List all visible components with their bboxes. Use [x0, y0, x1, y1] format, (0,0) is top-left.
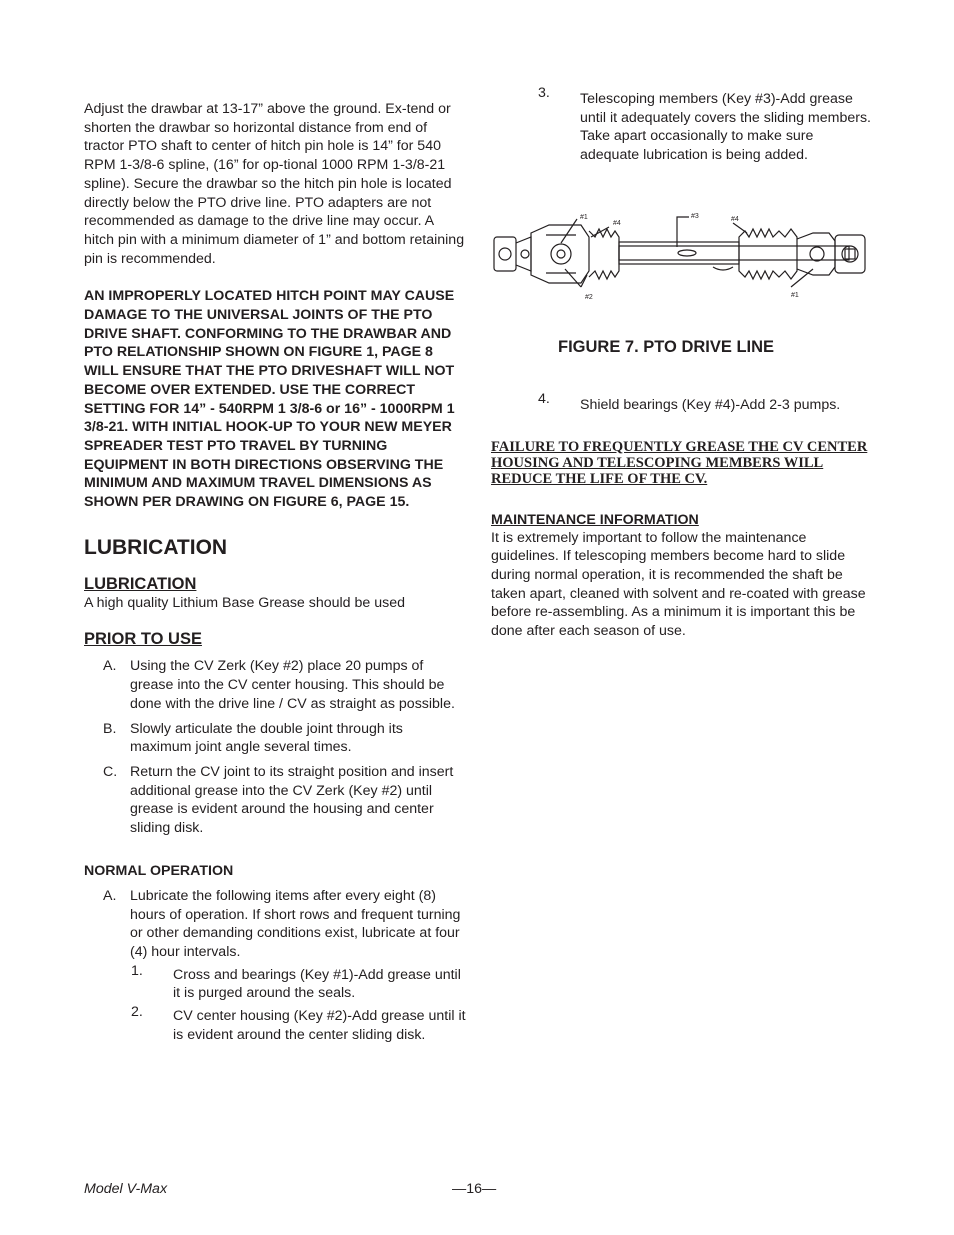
list-marker: 3.: [538, 85, 550, 101]
page-number: —16—: [452, 1181, 497, 1197]
key-label: #4: [731, 215, 739, 223]
list-marker: 2.: [131, 1004, 143, 1021]
subtitle-lubrication: LUBRICATION: [84, 574, 197, 593]
list-item: [84, 1004, 466, 1044]
key-label: #3: [691, 212, 699, 220]
list-item: [84, 763, 466, 838]
pto-drive-line-drawing: [491, 207, 876, 307]
maintenance-text: It is extremely important to follow the maintenance guidelines. If telescoping members become hard to slide during normal operation, it is recommended the shaft be taken apart, cleaned with solvent and re-coated with grease before re-assembling. As a minimum it is important this be done after each season of use.: [491, 529, 866, 640]
list-marker: A.: [103, 658, 117, 675]
list-item-text: Return the CV joint to its straight position and insert additional grease into the CV Zerk (Key #2) until grease is evident around the housing and center sliding disk.: [130, 763, 454, 837]
list-item: [84, 720, 466, 757]
list-item: [491, 86, 876, 165]
drawbar-instructions: Adjust the drawbar at 13-17” above the ground. Ex-tend or shorten the drawbar so horizontal distance from end of tractor PTO shaft to center of hitch pin hole is 14” for 540 RPM 1-3/8-6 spline, (16” for op-tional 1000 RPM 1-3/8-21 spline). Secure the drawbar so the hitch pin hole is located directly below the PTO drive line. PTO adapters are not recommended as damage to the drive line may occur. A hitch pin with a minimum diameter of 1” and bottom retaining pin is recommended.: [84, 101, 465, 267]
subtitle-prior-to-use: PRIOR TO USE: [84, 630, 202, 649]
list-item-text: Cross and bearings (Key #1)-Add grease until it is purged around the seals.: [173, 966, 461, 1002]
list-marker: A.: [103, 887, 117, 904]
list-item-text: Slowly articulate the double joint through its maximum joint angle several times.: [130, 720, 403, 756]
hitch-warning: AN IMPROPERLY LOCATED HITCH POINT MAY CAUSE DAMAGE TO THE UNIVERSAL JOINTS OF THE PTO DRIVE SHAFT. CONFORMING TO THE DRAWBAR AND PTO RELATIONSHIP SHOWN ON FIGURE 1, PAGE 8 WILL ENSURE THAT THE PTO DRIVESHAFT WILL NOT BECOME OVER EXTENDED. USE THE CORRECT SETTING FOR 14” - 540RPM 1 3/8-6 or 16” - 1000RPM 1 3/8-21. WITH INITIAL HOOK-UP TO YOUR NEW MEYER SPREADER TEST PTO TRAVEL BY TURNING EQUIPMENT IN BOTH DIRECTIONS OBSERVING THE MINIMUM AND MAXIMUM TRAVEL DIMENSIONS AS SHOWN PER DRAWING ON FIGURE 6, PAGE 15.: [84, 288, 455, 511]
key-label: #2: [585, 293, 593, 301]
key-label: #1: [791, 291, 799, 299]
footer-model: Model V-Max: [84, 1181, 168, 1197]
figure-caption: FIGURE 7. PTO DRIVE LINE: [558, 337, 775, 356]
list-item-text: Shield bearings (Key #4)-Add 2-3 pumps.: [580, 396, 841, 413]
list-marker: B.: [103, 720, 117, 737]
list-item-text: Using the CV Zerk (Key #2) place 20 pumps of grease into the CV center housing. This should be done with the drive line / CV as straight as possible.: [130, 658, 455, 712]
list-marker: C.: [103, 763, 118, 780]
key-label: #4: [613, 219, 621, 227]
left-column: [84, 100, 466, 1044]
list-item: [491, 390, 876, 415]
subtitle-maintenance-information: MAINTENANCE INFORMATION: [491, 511, 699, 528]
cv-grease-warning: FAILURE TO FREQUENTLY GREASE THE CV CENTER HOUSING AND TELESCOPING MEMBERS WILL REDUCE THE LIFE OF THE CV.: [491, 438, 868, 487]
list-item: [84, 962, 466, 1003]
key-label: #1: [580, 213, 588, 221]
list-marker: 1.: [131, 962, 143, 979]
list-item-text: CV center housing (Key #2)-Add grease until it is evident around the center sliding disk.: [173, 1008, 466, 1043]
right-column: [491, 86, 876, 641]
section-title-lubrication: LUBRICATION: [84, 535, 228, 559]
list-item-text: Lubricate the following items after every eight (8) hours of operation. If short rows and frequent turning or other demanding conditions exist, lubricate at four (4) hour intervals.: [130, 887, 461, 960]
list-item-text: Telescoping members (Key #3)-Add grease until it adequately covers the sliding members. Take apart occasionally to make sure adequate lubrication is being added.: [580, 91, 871, 164]
list-marker: 4.: [538, 390, 550, 407]
subtitle-normal-operation: NORMAL OPERATION: [84, 862, 234, 879]
pto-drive-line-figure: [491, 207, 876, 307]
list-item: [84, 887, 466, 962]
list-item: [84, 657, 466, 713]
grease-note: A high quality Lithium Base Grease should be used: [84, 594, 405, 611]
